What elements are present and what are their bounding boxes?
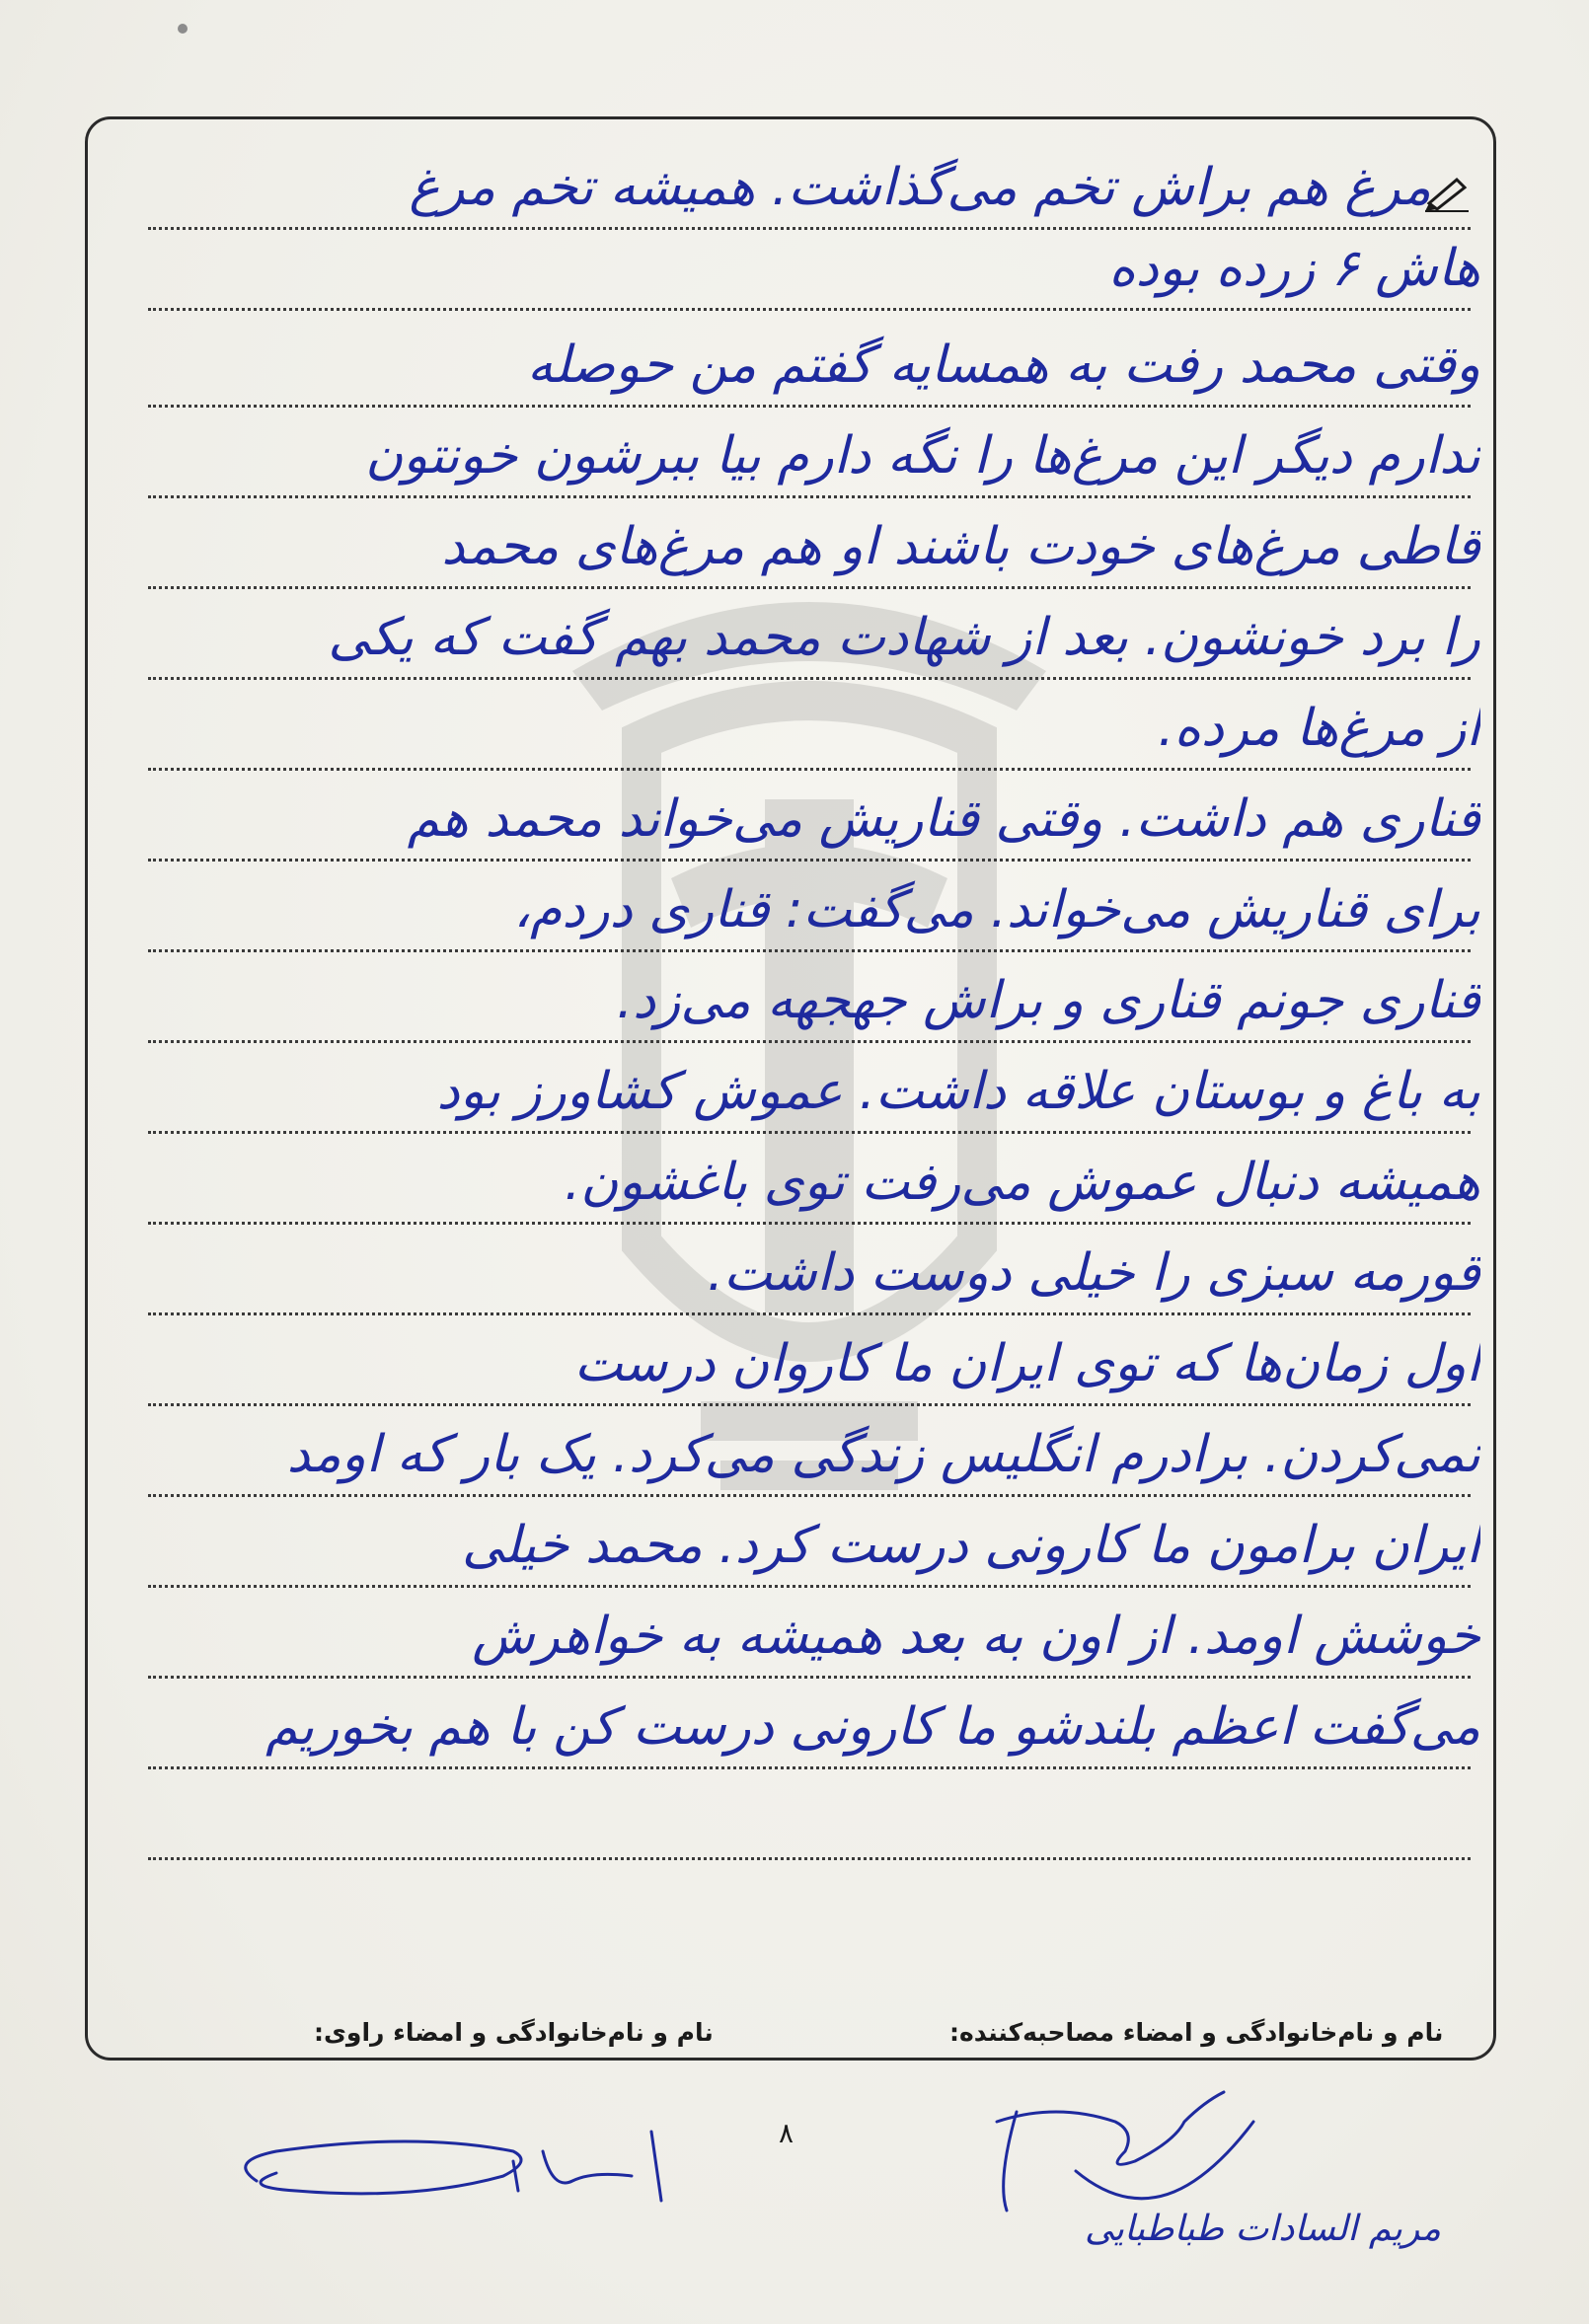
writing-line bbox=[148, 1131, 1471, 1134]
handwritten-line: هاش ۶ زرده بوده bbox=[1108, 239, 1480, 298]
handwritten-line: قورمه سبزی را خیلی دوست داشت. bbox=[707, 1243, 1480, 1303]
handwritten-line: قناری هم داشت. وقتی قناریش می‌خواند محمد هم bbox=[407, 789, 1480, 849]
writing-line bbox=[148, 1403, 1471, 1406]
writing-line bbox=[148, 1676, 1471, 1679]
writing-line bbox=[148, 677, 1471, 680]
interviewer-signature-label: نام و نام‌خانوادگی و امضاء مصاحبه‌کننده: bbox=[949, 2018, 1444, 2047]
writing-line bbox=[148, 1312, 1471, 1315]
interviewer-name: مریم السادات طباطبایی bbox=[1085, 2209, 1441, 2249]
writing-line bbox=[148, 949, 1471, 952]
narrator-signature bbox=[217, 2122, 691, 2230]
handwritten-line: را برد خونشون. بعد از شهادت محمد بهم گفت که یکی bbox=[328, 608, 1480, 667]
handwritten-line: وقتی محمد رفت به همسایه گفتم من حوصله bbox=[527, 336, 1480, 395]
handwritten-line: برای قناریش می‌خواند. می‌گفت: قناری دردم، bbox=[513, 880, 1480, 939]
handwritten-line: مرغ هم براش تخم می‌گذاشت. همیشه تخم مرغ bbox=[409, 158, 1431, 217]
writing-line bbox=[148, 1585, 1471, 1588]
writing-line bbox=[148, 1222, 1471, 1225]
handwritten-line: ندارم دیگر این مرغ‌ها را نگه دارم بیا ببرشون خونتون bbox=[365, 426, 1480, 486]
writing-line bbox=[148, 859, 1471, 862]
handwritten-line: می‌گفت اعظم بلندشو ما کارونی درست کن با هم بخوریم bbox=[265, 1697, 1480, 1757]
writing-line bbox=[148, 405, 1471, 408]
handwritten-line: قناری جونم قناری و براش جهجهه می‌زد. bbox=[616, 971, 1480, 1030]
writing-line bbox=[148, 308, 1471, 311]
handwritten-line: نمی‌کردن. برادرم انگلیس زندگی می‌کرد. یک بار که اومد bbox=[286, 1425, 1480, 1484]
handwritten-line: خوشش اومد. از اون به بعد همیشه به خواهرش bbox=[472, 1607, 1480, 1666]
narrator-signature-label: نام و نام‌خانوادگی و امضاء راوی: bbox=[314, 2018, 714, 2047]
handwritten-line: از مرغ‌ها مرده. bbox=[1158, 699, 1480, 758]
writing-line bbox=[148, 1494, 1471, 1497]
writing-line bbox=[148, 586, 1471, 589]
writing-line bbox=[148, 1040, 1471, 1043]
writing-line bbox=[148, 768, 1471, 771]
handwritten-line: به باغ و بوستان علاقه داشت. عموش کشاورز بود bbox=[436, 1062, 1480, 1121]
writing-line bbox=[148, 1766, 1471, 1769]
handwritten-line: قاطی مرغ‌های خودت باشند او هم مرغ‌های محمد bbox=[441, 517, 1480, 576]
writing-line bbox=[148, 1857, 1471, 1860]
page-number: ۸ bbox=[779, 2117, 794, 2149]
handwritten-line: ایران برامون ما کارونی درست کرد. محمد خیلی bbox=[461, 1516, 1480, 1575]
handwritten-line: همیشه دنبال عموش می‌رفت توی باغشون. bbox=[564, 1153, 1480, 1212]
writing-line bbox=[148, 495, 1471, 498]
handwritten-line: اول زمان‌ها که توی ایران ما کاروان درست bbox=[573, 1334, 1480, 1393]
